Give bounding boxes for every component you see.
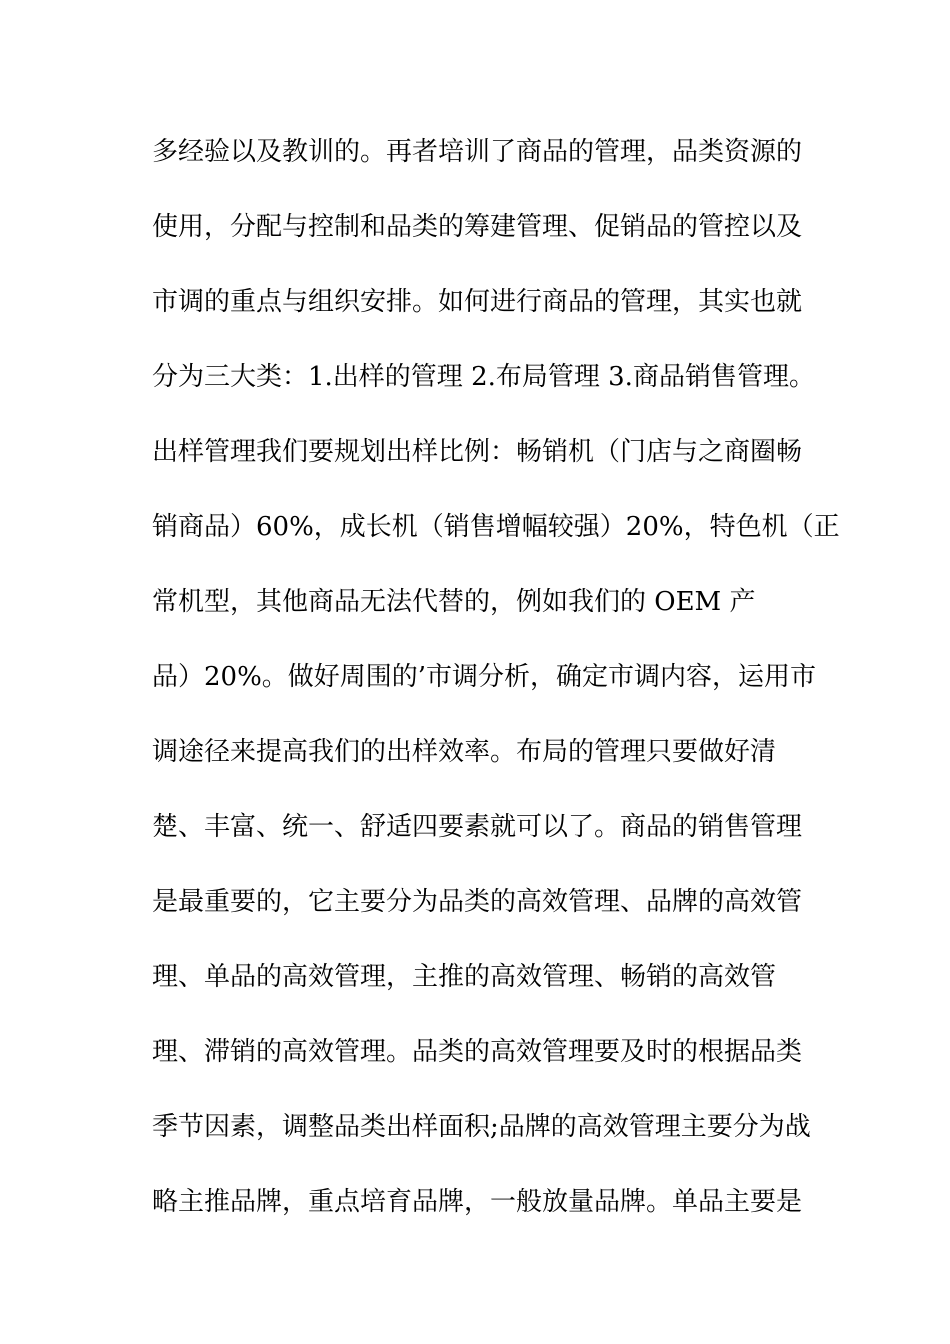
text-line: 品）20%。做好周围的’市调分析，确定市调内容，运用市 bbox=[152, 662, 817, 692]
text-line: 理、单品的高效管理，主推的高效管理、畅销的高效管 bbox=[152, 962, 777, 992]
text-line: 销商品）60%，成长机（销售增幅较强）20%，特色机（正 bbox=[152, 512, 840, 542]
text-line: 楚、丰富、统一、舒适四要素就可以了。商品的销售管理 bbox=[152, 812, 803, 842]
text-line: 出样管理我们要规划出样比例：畅销机（门店与之商圈畅 bbox=[152, 437, 803, 467]
text-line: 使用，分配与控制和品类的筹建管理、促销品的管控以及 bbox=[152, 212, 803, 242]
text-line: 常机型，其他商品无法代替的，例如我们的 OEM 产 bbox=[152, 587, 756, 617]
text-line: 季节因素，调整品类出样面积;品牌的高效管理主要分为战 bbox=[152, 1112, 811, 1142]
text-line: 调途径来提高我们的出样效率。布局的管理只要做好清 bbox=[152, 737, 777, 767]
text-line: 市调的重点与组织安排。如何进行商品的管理，其实也就 bbox=[152, 287, 803, 317]
text-line: 分为三大类：1.出样的管理 2.布局管理 3.商品销售管理。 bbox=[152, 362, 815, 392]
text-line: 略主推品牌，重点培育品牌，一般放量品牌。单品主要是 bbox=[152, 1187, 803, 1217]
body-text bbox=[152, 128, 840, 1253]
text-line: 多经验以及教训的。再者培训了商品的管理，品类资源的 bbox=[152, 137, 803, 167]
text-line: 是最重要的，它主要分为品类的高效管理、品牌的高效管 bbox=[152, 887, 803, 917]
text-line: 理、滞销的高效管理。品类的高效管理要及时的根据品类 bbox=[152, 1037, 803, 1067]
